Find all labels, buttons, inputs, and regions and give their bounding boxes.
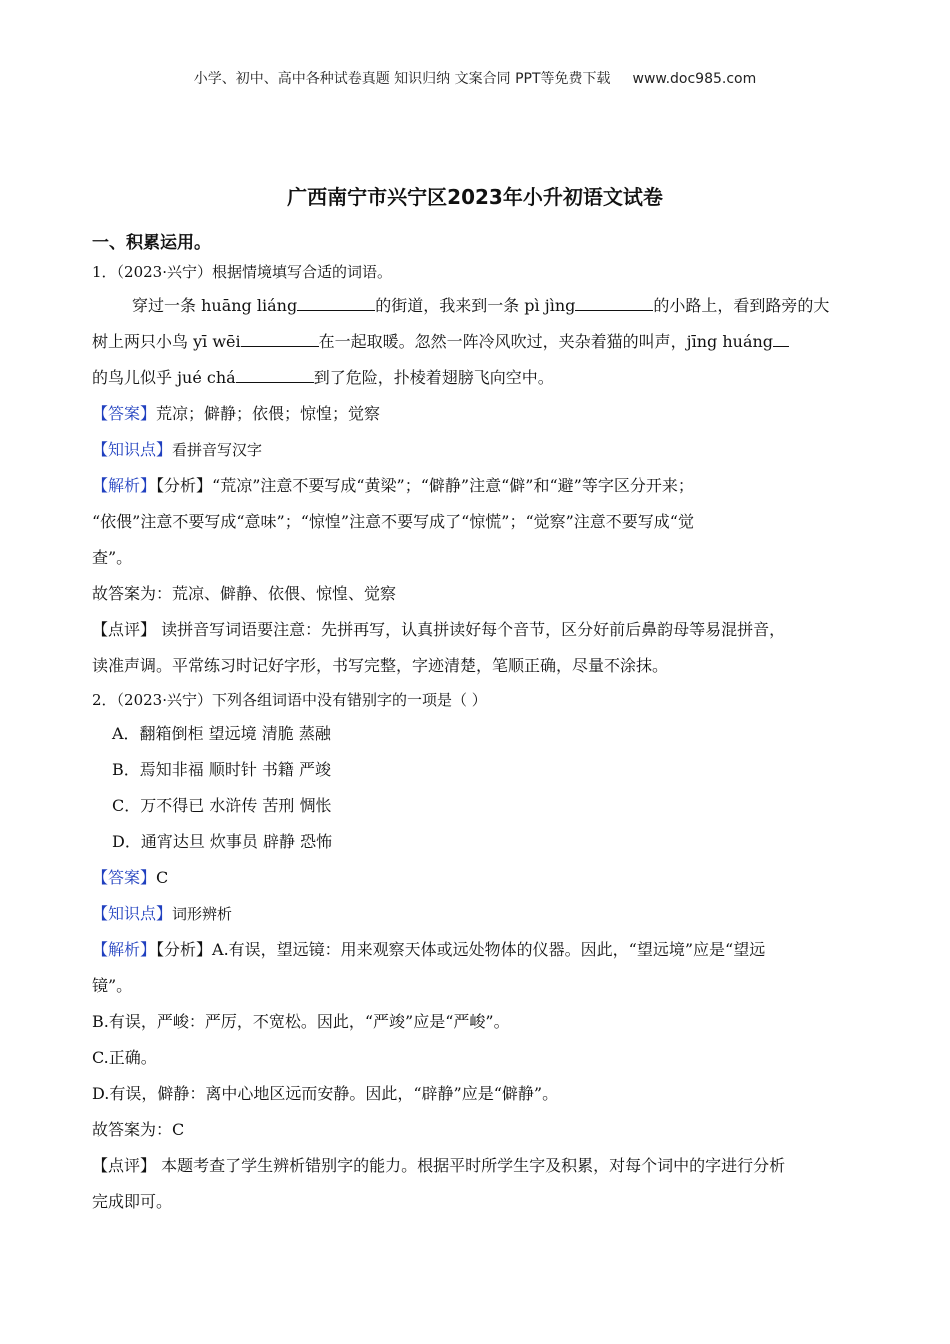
page-header (0, 68, 950, 88)
q2-comment-line-2: 完成即可。 (92, 1192, 173, 1211)
q1-kp-text: 看拼音写汉字 (172, 441, 263, 459)
q1-p2-seg1: 树上两只小鸟 yī wēi (92, 332, 241, 351)
answer-blank (773, 328, 789, 347)
knowledge-tag: 【知识点】 (92, 440, 173, 459)
q1-conclusion: 故答案为：荒凉、僻静、依偎、惊惶、觉察 (92, 584, 397, 603)
q2-stem: 2．（2023·兴宁）下列各组词语中没有错别字的一项是（ ） (92, 691, 487, 709)
q1-analysis-text-1: 【分析】“荒凉”注意不要写成“黄梁”；“僻静”注意“僻”和“避”等字区分开来； (156, 476, 694, 495)
q1-passage-line-1 (92, 288, 862, 324)
q1-passage-line-3 (92, 360, 862, 396)
q2-analysis-line-2: 镜”。 (92, 976, 133, 995)
q1-p1-seg1: 穿过一条 huāng liáng (132, 296, 298, 315)
section-heading: 一、积累运用。 (92, 233, 211, 253)
analysis-tag: 【解析】 (92, 476, 157, 495)
q1-comment-line-1: 【点评】 读拼音写词语要注意：先拼再写，认真拼读好每个音节，区分好前后鼻韵母等易混拼音， (92, 620, 786, 639)
q1-analysis-line-2: “依偎”注意不要写成“意味”；“惊惶”注意不要写成了“惊慌”；“觉察”注意不要写成“觉 (92, 512, 694, 531)
q2-analysis-text-1: 【分析】A.有误，望远镜：用来观察天体或远处物体的仪器。因此，“望远境”应是“望远 (156, 940, 766, 959)
q2-option-b: B．焉知非福 顺时针 书籍 严竣 (112, 760, 332, 779)
q1-p1-seg2: 的街道，我来到一条 pì jìng (375, 296, 576, 315)
header-text: 小学、初中、高中各种试卷真题 知识归纳 文案合同 PPT等免费下载 (193, 71, 611, 87)
q2-option-a: A．翻箱倒柜 望远境 清脆 蒸融 (112, 724, 331, 743)
answer-tag: 【答案】 (92, 868, 157, 887)
q1-stem: 1．（2023·兴宁）根据情境填写合适的词语。 (92, 263, 392, 281)
answer-blank (241, 328, 319, 347)
q1-comment-line-2: 读准声调。平常练习时记好字形，书写完整，字迹清楚，笔顺正确，尽量不涂抹。 (92, 656, 669, 675)
analysis-tag: 【解析】 (92, 940, 157, 959)
q2-answer (92, 860, 862, 896)
q1-analysis-line-3: 查”。 (92, 548, 133, 567)
q2-option-c: C．万不得已 水浒传 苦刑 惆怅 (112, 796, 332, 815)
answer-blank (297, 292, 375, 311)
page-title: 广西南宁市兴宁区2023年小升初语文试卷 (287, 185, 663, 209)
answer-tag: 【答案】 (92, 404, 157, 423)
q2-option-d: D．通宵达旦 炊事员 辟静 恐怖 (112, 832, 333, 851)
q2-analysis-line-1 (92, 932, 862, 968)
q1-knowledge-point (92, 432, 862, 468)
q2-conclusion: 故答案为：C (92, 1120, 185, 1139)
q1-p3-seg1: 的鸟儿似乎 jué chá (92, 368, 236, 387)
answer-blank (575, 292, 653, 311)
q2-kp-text: 词形辨析 (172, 905, 233, 923)
q1-p2-seg2: 在一起取暖。忽然一阵冷风吹过，夹杂着猫的叫声，jīng huáng (318, 332, 774, 351)
q1-p1-seg3: 的小路上，看到路旁的大 (653, 296, 830, 315)
q1-p3-seg2: 到了危险，扑棱着翅膀飞向空中。 (313, 368, 554, 387)
q2-analysis-c: C.正确。 (92, 1048, 157, 1067)
q2-answer-text: C (156, 868, 169, 887)
answer-blank (236, 364, 314, 383)
q1-analysis-line-1 (92, 468, 862, 504)
q2-knowledge-point (92, 896, 862, 932)
q2-analysis-b: B.有误，严峻：严厉，不宽松。因此，“严竣”应是“严峻”。 (92, 1012, 510, 1031)
document-body (92, 230, 862, 1220)
q2-analysis-d: D.有误，僻静：离中心地区远而安静。因此，“辟静”应是“僻静”。 (92, 1084, 559, 1103)
header-url[interactable]: www.doc985.com (632, 71, 757, 87)
q1-answer-text: 荒凉；僻静；依偎；惊惶；觉察 (156, 404, 381, 423)
q2-comment-line-1: 【点评】 本题考查了学生辨析错别字的能力。根据平时所学生字及积累，对每个词中的字进行分析 (92, 1156, 786, 1175)
q1-passage-line-2 (92, 324, 862, 360)
q1-answer (92, 396, 862, 432)
knowledge-tag: 【知识点】 (92, 904, 173, 923)
